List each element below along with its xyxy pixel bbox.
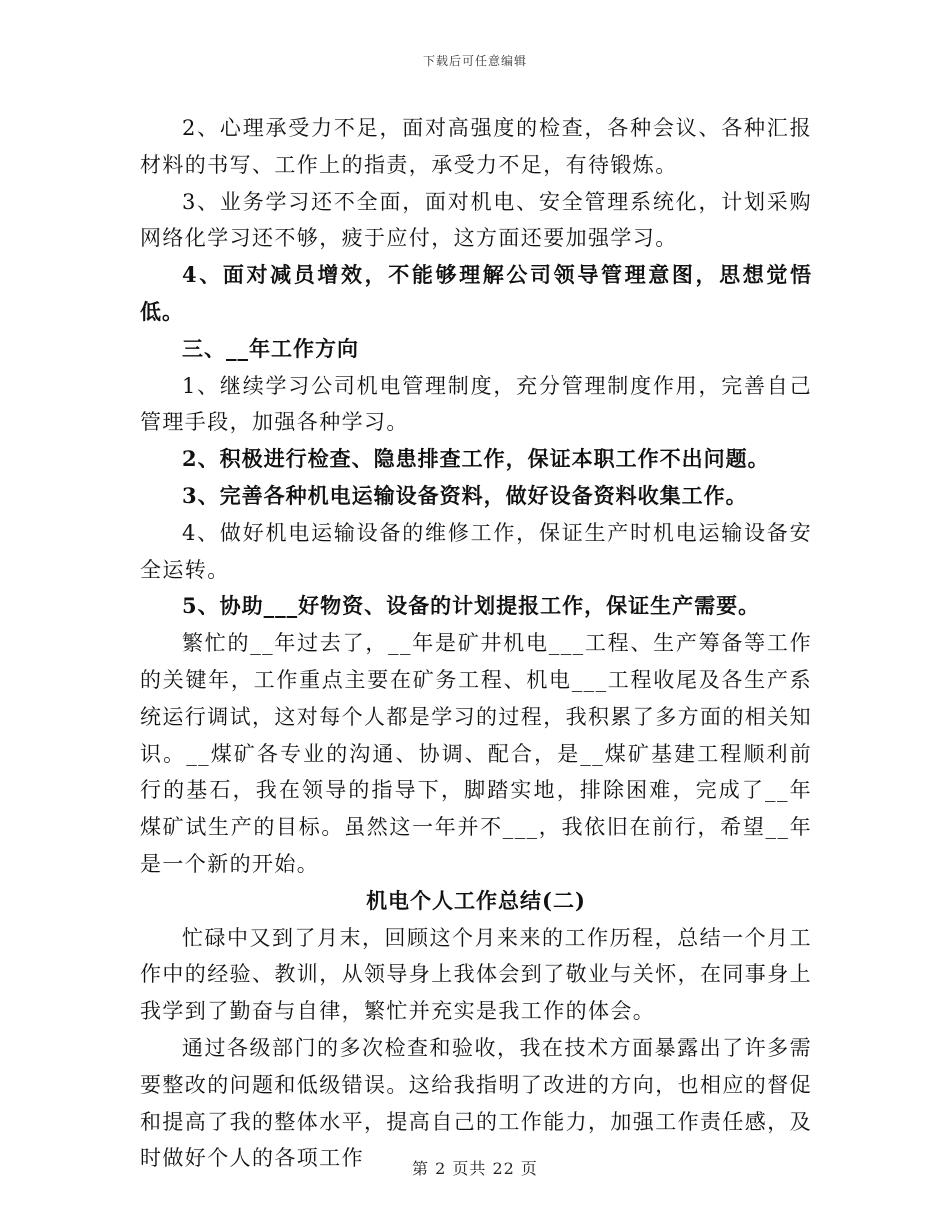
section-heading-work-direction: 三、__年工作方向 — [182, 335, 359, 361]
direction-item-5: 5、协助___好物资、设备的计划提报工作，保证生产需要。 — [182, 593, 761, 619]
direction-item-1: 1、继续学习公司机电管理制度，充分管理制度作用，完善自己管理手段，加强各种学习。 — [140, 373, 812, 435]
section-2-paragraph-1: 忙碌中又到了月末，回顾这个月来来的工作历程，总结一个月工作中的经验、教训，从领导身上我体会到了敬业与关怀，在同事身上我学到了勤奋与自律，繁忙并充实是我工作的体会。 — [140, 925, 812, 1024]
paragraph-item-2: 2、心理承受力不足，面对高强度的检查，各种会议、各种汇报材料的书写、工作上的指责，承受力不足，有待锻炼。 — [140, 116, 812, 177]
section-title-2: 机电个人工作总结(二) — [366, 887, 586, 913]
paragraph-item-4-bold: 4、面对减员增效，不能够理解公司领导管理意图，思想觉悟低。 — [140, 262, 812, 324]
page-header: 下载后可任意编辑 — [422, 54, 527, 68]
summary-paragraph: 繁忙的__年过去了，__年是矿井机电___工程、生产筹备等工作的关键年，工作重点主要在矿务工程、机电___工程收尾及各生产系统运行调试，这对每个人都是学习的过程，我积累了多方面的相关知识。__煤矿各专业的沟通、协调、配合，是__煤矿基建工程顺利前行的基石，我在领导的指导下，脚踏实地，排除困难，完成了__年煤矿试生产的目标。虽然这一年并不___，我依旧在前行，希望__年是一个新的开始。 — [140, 631, 812, 876]
direction-item-2: 2、积极进行检查、隐患排查工作，保证本职工作不出问题。 — [182, 446, 770, 472]
page-footer-page-number: 第 2 页共 22 页 — [412, 1159, 538, 1178]
paragraph-item-3: 3、业务学习还不全面，面对机电、安全管理系统化，计划采购网络化学习还不够，疲于应付，这方面还要加强学习。 — [140, 189, 812, 251]
section-2-paragraph-2: 通过各级部门的多次检查和验收，我在技术方面暴露出了许多需要整改的问题和低级错误。这给我指明了改进的方向，也相应的督促和提高了我的整体水平，提高自己的工作能力，加强工作责任感，及时做好个人的各项工作 — [140, 1035, 812, 1171]
direction-item-4: 4、做好机电运输设备的维修工作，保证生产时机电运输设备安全运转。 — [140, 520, 812, 582]
document-body — [140, 110, 812, 1177]
direction-item-3: 3、完善各种机电运输设备资料，做好设备资料收集工作。 — [182, 482, 748, 508]
